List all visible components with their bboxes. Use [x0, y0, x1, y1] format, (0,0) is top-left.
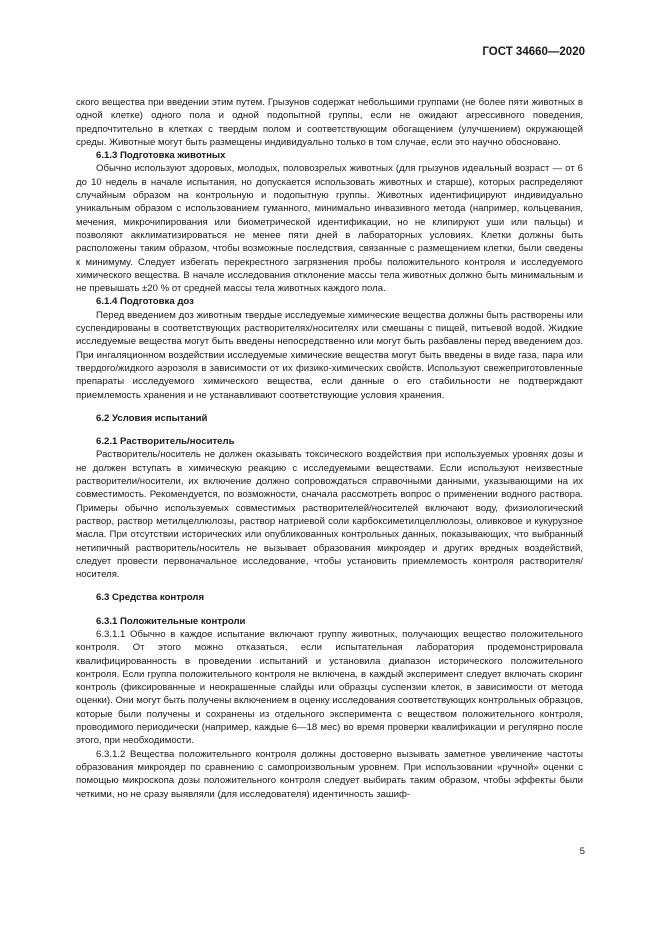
heading-6-3-1: 6.3.1 Положительные контроли: [96, 615, 246, 627]
heading-6-3: 6.3 Средства контроля: [96, 592, 205, 604]
paragraph-6-1-3: Обычно используют здоровых, молодых, половозрелых животных (для грызунов идеальный возраст — от 6 до 10 недель в начале испытания, но допускается использовать животных и старше), которых распределяют случайным образом на контрольную и подопытную группы. Животных идентифицируют индивидуально уникальным образом с использованием гуманного, минимально инвазивного метода (например, кольцевания, мечения, микрочипирования или биометрической идентификации, но не клипируют уши или пальцы) и позволяют акклиматизироваться не менее пяти дней в лабораторных условиях. Клетки должны быть расположены таким образом, чтобы возможные последствия, связанные с размещением клетки, были сведены к минимуму. Следует избегать перекрестного загрязнения пробы положительного контроля и исследуемого химического вещества. В начале исследования отклонение массы тела животных должно быть минимальным и не превышать ±20 % от средней массы тела животных каждого пола.: [76, 163, 583, 295]
heading-6-2-1: 6.2.1 Растворитель/носитель: [96, 436, 235, 448]
paragraph-6-3-1-2: 6.3.1.2 Вещества положительного контроля должны достоверно вызывать заметное увеличение частоты образования микроядер по сравнению с самопроизвольным уровнем. При использовании «ручной» оценки с помощью микроскопа дозы положительного контроля следует выбирать таким образом, чтобы эффекты были четкими, но не сразу выявляли (для исследователя) идентичность зашиф-: [76, 748, 583, 800]
page-number: 5: [579, 846, 585, 857]
paragraph-6-3-1-1: 6.3.1.1 Обычно в каждое испытание включают группу животных, получающих вещество положительного контроля. От этого можно отказаться, если испытательная лаборатория продемонстрировала квалифицированность в проведении испытаний и установила диапазон исторического положительного контроля. Если группа положительного контроля не включена, в каждый эксперимент следует включать скоринг контроль (фиксированные и неокрашенные слайды или образцы суспензии клеток, в зависимости от метода оценки). Они могут быть получены включением в оценку исследования соответствующих контрольных образцов, которые были получены и сохранены из отдельного эксперимента с веществом положительного контроля, проводимого периодически (например, каждые 6—18 мес) во время проверки квалификации и регулярно после этого, при необходимости.: [76, 628, 583, 747]
heading-6-1-3: 6.1.3 Подготовка животных: [96, 150, 226, 162]
page-body: [76, 96, 583, 801]
paragraph-6-1-4: Перед введением доз животным твердые исследуемые химические вещества должны быть растворены или суспендированы в соответствующих растворителях/носителях или смешаны с пищей, питьевой водой. Жидкие исследуемые вещества могут быть введены непосредственно или могут быть разбавлены перед введением доз. При ингаляционном воздействии исследуемые химические вещества могут быть введены в виде газа, пара или твердого/жидкого аэрозоля в зависимости от их физико-химических свойств. Используют свежеприготовленные препараты исследуемого химического вещества, если данные о его стабильности не подтверждают приемлемость хранения и не устанавливают соответствующие условия хранения.: [76, 309, 583, 401]
heading-6-2: 6.2 Условия испытаний: [96, 412, 208, 424]
paragraph-6-2-1: Растворитель/носитель не должен оказывать токсического воздействия при используемых уровнях дозы и не должен вступать в химическую реакцию с исследуемыми веществами. Если используют неизвестные растворители/носители, их включение должно сопровождаться справочными данными, указывающими на их совместимость. Рекомендуется, по возможности, сначала рассмотреть вопрос о применении водного раствора. Примеры обычно используемых совместимых растворителей/носителей включают воду, физиологический раствор, раствор метилцеллюлозы, раствор натриевой соли карбоксиметилцеллюлозы, оливковое и кукурузное масла. При отсутствии исторических или опубликованных контрольных данных, показывающих, что выбранный нетипичный растворитель/носитель не вызывает образования микроядер и других вредных воздействий, следует провести первоначальное исследование, чтобы установить приемлемость контроля растворителя/носителя.: [76, 449, 583, 581]
heading-6-1-4: 6.1.4 Подготовка доз: [96, 296, 194, 308]
paragraph-continuation: ского вещества при введении этим путем. Грызунов содержат небольшими группами (не более пяти животных в одной клетке) одного пола и одной подопытной группы, если не ожидают агрессивного поведения, предпочтительно в клетках с твердым полом и соответствующим обогащением (улучшением) окружающей среды. Животные могут быть размещены индивидуально только в том случае, если это научно обосновано.: [76, 97, 583, 148]
document-code: ГОСТ 34660—2020: [482, 46, 585, 58]
